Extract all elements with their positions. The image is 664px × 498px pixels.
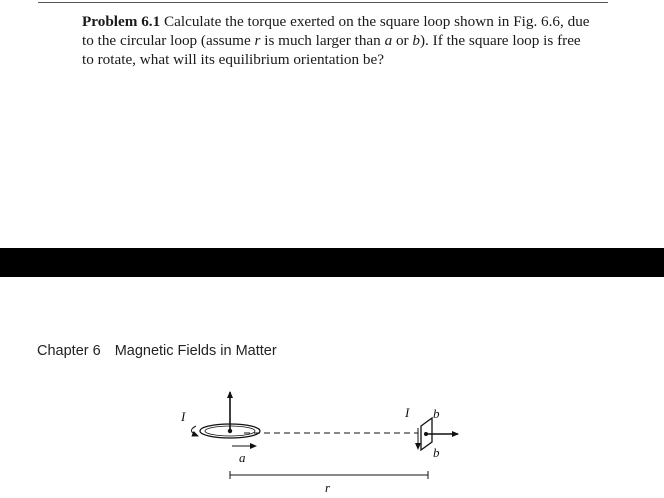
chapter-number: Chapter 6 bbox=[37, 343, 101, 359]
current-label-left: I bbox=[181, 409, 186, 424]
label-r: r bbox=[325, 480, 331, 495]
problem-text-1: Calculate the torque exerted on the square loop shown in Fig. 6.6, due bbox=[160, 13, 590, 30]
current-label-right: I bbox=[405, 405, 410, 420]
problem-line-3: to rotate, what will its equilibrium orientation be? bbox=[82, 51, 384, 68]
label-a: a bbox=[239, 450, 246, 465]
problem-line-2: to the circular loop (assume r is much larger than a or b). If the square loop is free bbox=[82, 32, 581, 49]
chapter-title: Magnetic Fields in Matter bbox=[114, 343, 277, 359]
circular-loop-center bbox=[228, 429, 232, 433]
problem-label: Problem 6.1 bbox=[82, 13, 161, 30]
circular-loop-current-arrow bbox=[191, 426, 198, 436]
label-b-bottom: b bbox=[433, 445, 440, 460]
label-b-top: b bbox=[433, 406, 440, 421]
